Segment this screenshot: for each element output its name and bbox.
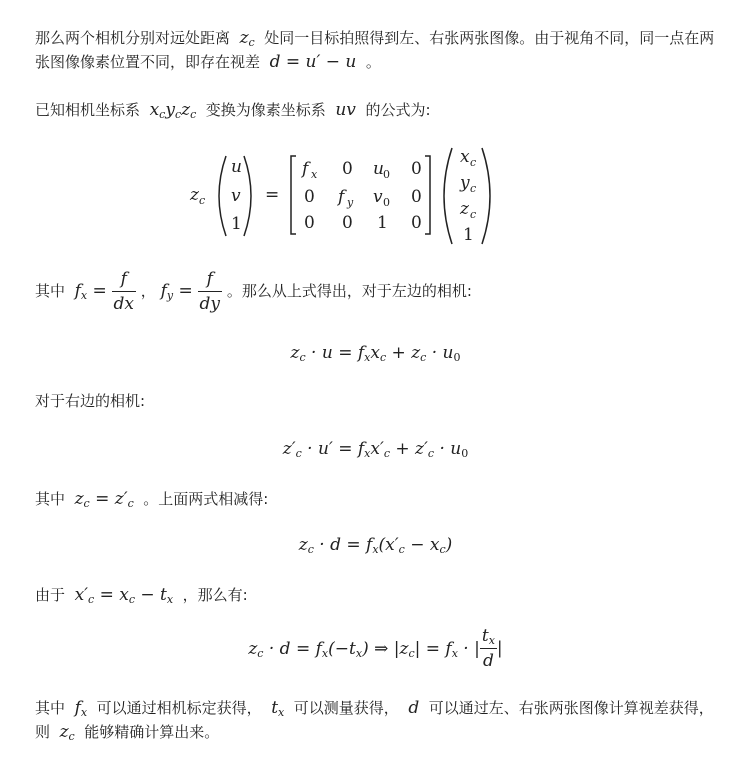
paragraph-disparity-intro	[35, 26, 725, 74]
text: 其中	[35, 490, 66, 508]
vec-xyz-2: z	[460, 199, 469, 219]
K-1-3: 0	[411, 187, 422, 207]
fraction-tx-over-d: $\frac{t_x}{d}$	[481, 626, 495, 671]
fraction-f-over-dx: $\frac{f}{dx}$	[113, 269, 134, 314]
vec-xyz-2-sub: c	[470, 208, 477, 221]
text: ，那么有:	[182, 586, 248, 604]
paren-left-uv	[219, 156, 226, 236]
paragraph-right-camera	[35, 389, 725, 413]
vec-xyz-3: 1	[463, 225, 474, 245]
math-zc-eq-zc-prime: $z_c = z'_c$	[74, 489, 134, 510]
fraction-f-over-dy: $\frac{f}{dy}$	[199, 269, 221, 314]
matrix-lhs-sub: c	[199, 194, 206, 207]
paragraph-conclusion	[35, 696, 725, 744]
math-disparity-def: d = u′ − u	[269, 52, 357, 72]
K-0-2: u	[373, 159, 384, 179]
math-xc-prime: $x'_c = x_c - t_x$	[74, 585, 174, 606]
text: 的公式为:	[365, 101, 431, 119]
text: 。上面两式相减得:	[143, 490, 269, 508]
math-camera-coords: $x_cy_cz_c$	[149, 100, 197, 121]
bracket-right-K	[425, 156, 430, 234]
text: 已知相机坐标系	[35, 101, 141, 119]
text: 变换为像素坐标系	[205, 101, 326, 119]
text: 。	[365, 53, 381, 71]
text: 处同一目标拍照得到左、右张两张图像。由于视角不同，同一点在两张图像像素位置不同，即存在视差	[35, 29, 715, 71]
text: 其中	[35, 282, 66, 300]
text: ，	[140, 282, 156, 300]
K-1-2-sub: 0	[383, 196, 390, 209]
text: 那么两个相机分别对远处距离	[35, 29, 231, 47]
paragraph-focal-definitions	[35, 266, 725, 316]
text: 由于	[35, 586, 66, 604]
paragraph-coordinate-transform	[35, 98, 725, 122]
bracket-left-K	[291, 156, 296, 234]
K-0-2-sub: 0	[383, 168, 390, 181]
K-1-1: f	[338, 187, 345, 207]
math-zc: $z_c$	[59, 722, 75, 743]
math-pixel-coords: uv	[335, 100, 356, 120]
text: 可以通过左、右张两张图像计算视差获得，则	[35, 699, 714, 741]
K-2-3: 0	[411, 213, 422, 233]
K-0-0: f	[302, 159, 309, 179]
paren-left-xyz	[444, 148, 452, 244]
K-0-1: 0	[342, 159, 353, 179]
text: 可以通过相机标定获得，	[96, 699, 262, 717]
vec-uv-1: v	[231, 186, 241, 206]
equation-depth-result: $z_c \cdot d = f_x(-t_x)$ ⇒ $|z_c| = f_x$ · | $\frac{t_x}{d}$ |	[248, 626, 503, 671]
paragraph-baseline	[35, 583, 725, 607]
K-1-2: v	[373, 187, 383, 207]
K-0-3: 0	[411, 159, 422, 179]
matrix-lhs-z: z	[190, 185, 199, 205]
vec-uv-0: u	[231, 157, 242, 177]
text: 能够精确计算出来。	[84, 723, 220, 741]
K-1-0: 0	[304, 187, 315, 207]
paren-right-xyz	[482, 148, 490, 244]
math-tx: $t_x$	[271, 698, 285, 719]
math-d: d	[408, 698, 420, 718]
text: 对于右边的相机:	[35, 392, 146, 410]
equation-subtracted: $z_c \cdot d = f_x(x'_c - x_c)$	[298, 535, 453, 556]
matrix-equation	[0, 142, 751, 252]
paren-right-uv	[244, 156, 251, 236]
vec-xyz-1-sub: c	[470, 182, 477, 195]
K-1-1-sub: y	[347, 196, 354, 209]
text: 。那么从上式得出，对于左边的相机:	[226, 282, 472, 300]
math-fx: $f_x$ =	[74, 281, 107, 302]
K-0-0-sub: x	[311, 168, 318, 181]
matrix-equals: =	[265, 185, 280, 205]
vec-xyz-0: x	[460, 147, 470, 167]
K-2-0: 0	[304, 213, 315, 233]
K-2-1: 0	[342, 213, 353, 233]
K-2-2: 1	[377, 213, 388, 233]
math-zc: $z_c$	[239, 28, 255, 49]
equation-right-camera: $z'_c \cdot u' = f_xx'_c + z'_c \cdot u_0$	[282, 439, 469, 460]
vec-xyz-1: y	[460, 173, 470, 193]
text: 其中	[35, 699, 66, 717]
text: 可以测量获得，	[293, 699, 399, 717]
math-fy: $f_y$ =	[160, 281, 193, 302]
equation-left-camera: $z_c \cdot u = f_xx_c + z_c \cdot u_0$	[290, 343, 461, 364]
paragraph-zc-equal	[35, 487, 725, 511]
vec-uv-2: 1	[231, 214, 242, 234]
vec-xyz-0-sub: c	[470, 156, 477, 169]
math-fx: $f_x$	[74, 698, 88, 719]
